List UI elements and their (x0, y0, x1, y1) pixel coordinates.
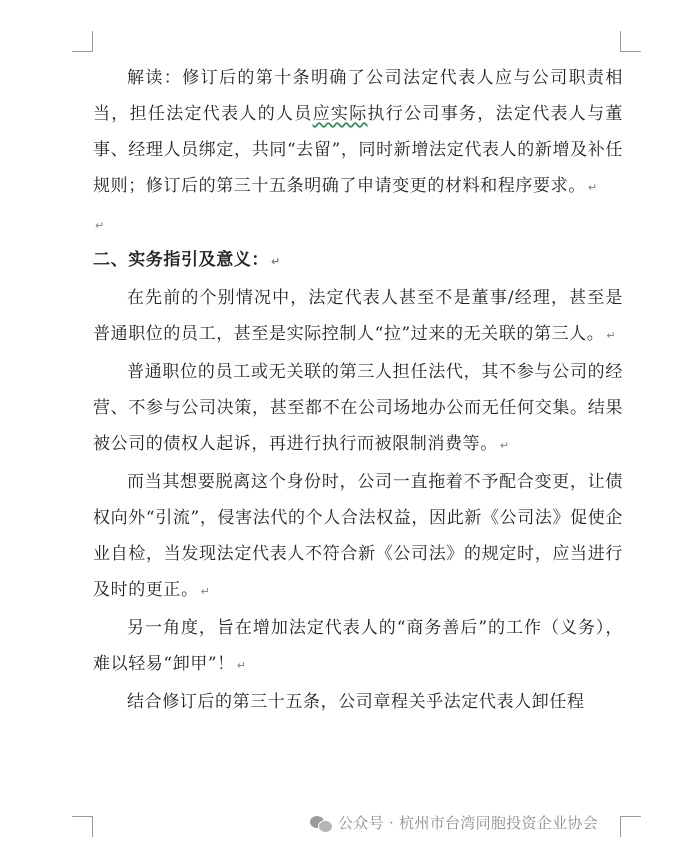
paragraph-text: 执行公司事务，法定代表人与董事、经理人员绑定，共同“去留”，同时新增法定代表人的新增及补任规则；修订后的第三十五条明确了申请变更的材料和程序要求。 (93, 104, 623, 196)
wechat-icon (310, 814, 332, 832)
empty-paragraph[interactable] (93, 206, 623, 242)
crop-mark-bottom-right (620, 816, 641, 837)
paragraph-mark-icon: ↵ (236, 659, 247, 672)
document-body[interactable] (93, 60, 623, 720)
heading-text: 二、实务指引及意义： (93, 250, 269, 270)
paragraph-mark-icon: ↵ (499, 439, 510, 452)
paragraph-text: 而当其想要脱离这个身份时，公司一直拖着不予配合变更，让债权向外“引流”，侵害法代的个人合法权益，因此新《公司法》促使企业自检，当发现法定代表人不符合新《公司法》的规定时，应当进行及时的更正。 (93, 472, 623, 600)
crop-mark-top-left (72, 31, 93, 52)
watermark (310, 812, 598, 833)
paragraph-text: 解读：修订后的第十条明确了公司法定代表人应与公司职责相当，担任法定代表人的人员 (93, 68, 623, 124)
paragraph-text: 另一角度，旨在增加法定代表人的“商务善后”的工作（义务），难以轻易“卸甲”！ (93, 618, 623, 674)
paragraph-text: 在先前的个别情况中，法定代表人甚至不是董事/经理，甚至是普通职位的员工，甚至是实际控制人“拉”过来的无关联的第三人。 (93, 288, 623, 344)
paragraph-mark-icon: ↵ (587, 181, 598, 194)
paragraph-3[interactable] (93, 354, 623, 464)
paragraph-2[interactable] (93, 280, 623, 354)
paragraph-interpretation[interactable] (93, 60, 623, 206)
paragraph-mark-icon: ↵ (200, 585, 211, 598)
paragraph-5[interactable] (93, 610, 623, 684)
paragraph-text: 结合修订后的第三十五条，公司章程关乎法定代表人卸任程 (127, 692, 585, 712)
paragraph-6[interactable] (93, 684, 623, 720)
grammar-flagged-text[interactable]: 应实际 (312, 104, 368, 124)
section-heading[interactable] (93, 242, 623, 280)
paragraph-4[interactable] (93, 464, 623, 610)
paragraph-mark-icon: ↵ (271, 255, 281, 268)
crop-mark-top-right (620, 31, 641, 52)
crop-mark-bottom-left (72, 816, 93, 837)
watermark-text: 公众号 · 杭州市台湾同胞投资企业协会 (338, 814, 599, 832)
paragraph-mark-icon: ↵ (606, 329, 617, 342)
paragraph-text: 普通职位的员工或无关联的第三人担任法代，其不参与公司的经营、不参与公司决策，甚至都不在公司场地办公而无任何交集。结果被公司的债权人起诉，再进行执行而被限制消费等。 (93, 362, 623, 454)
paragraph-mark-icon: ↵ (95, 219, 105, 232)
